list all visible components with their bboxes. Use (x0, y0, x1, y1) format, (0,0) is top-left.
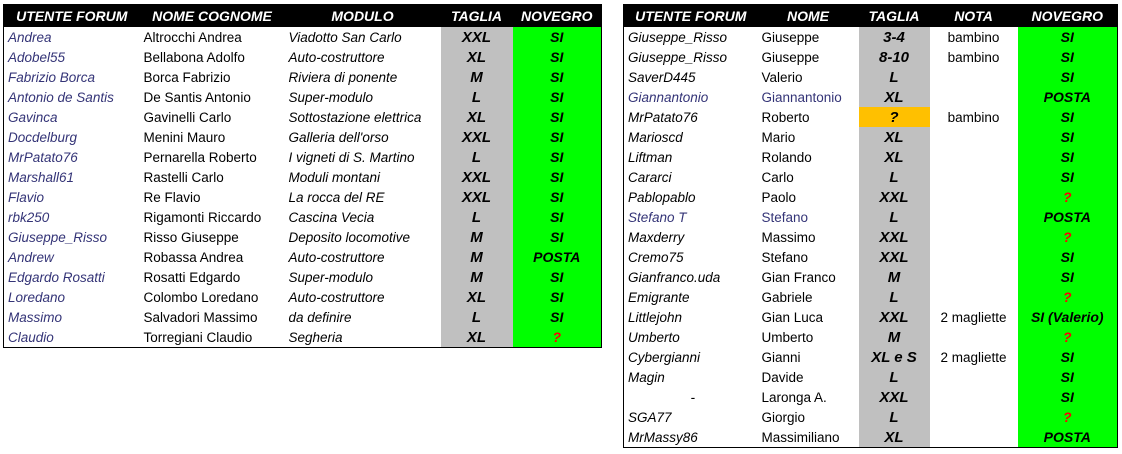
table-row (624, 107, 1118, 127)
name-cell: Giuseppe (761, 29, 820, 45)
module-cell: Auto-costruttore (288, 249, 385, 265)
novegro-cell: SI (Valerio) (1018, 307, 1118, 327)
module-cell: Deposito locomotive (288, 229, 411, 245)
novegro-cell: SI (513, 47, 602, 67)
table-row (624, 347, 1118, 367)
name-cell: Valerio (761, 69, 803, 85)
table-row (4, 27, 602, 47)
name-cell: Mario (761, 129, 796, 145)
size-cell: XXL (859, 387, 930, 407)
novegro-cell: SI (513, 67, 602, 87)
forum-user-cell: Loredano (8, 289, 66, 305)
novegro-cell: SI (513, 27, 602, 47)
forum-user-cell: Stefano T (628, 209, 687, 225)
note-cell: 2 magliette (940, 309, 1007, 325)
size-cell: XXL (441, 27, 513, 47)
full-name-cell: Borca Fabrizio (143, 69, 231, 85)
header-novegro: NOVEGRO (513, 5, 602, 28)
header-utente-forum: UTENTE FORUM (624, 5, 758, 28)
name-cell: Davide (761, 369, 804, 385)
forum-user-cell: Giuseppe_Risso (628, 49, 728, 65)
size-cell: XL (859, 147, 930, 167)
full-name-cell: Rigamonti Riccardo (143, 209, 262, 225)
left-header-row (4, 5, 602, 28)
forum-user-cell: Liftman (628, 149, 673, 165)
note-cell (930, 267, 1018, 287)
right-header-row (624, 5, 1118, 28)
forum-user-cell: Andrew (8, 249, 54, 265)
size-cell: XL (859, 87, 930, 107)
name-cell: Giorgio (761, 409, 806, 425)
name-cell: Umberto (761, 329, 814, 345)
forum-user-cell: Andrea (8, 29, 52, 45)
forum-user-cell: Cremo75 (628, 249, 684, 265)
table-row (624, 287, 1118, 307)
table-row (624, 367, 1118, 387)
module-cell: Auto-costruttore (288, 289, 385, 305)
table-row (4, 287, 602, 307)
table-row (624, 127, 1118, 147)
novegro-cell: SI (1018, 387, 1118, 407)
forum-user-cell: Gianfranco.uda (628, 269, 721, 285)
forum-user-cell: Giuseppe_Risso (628, 29, 728, 45)
table-row (4, 47, 602, 67)
forum-user-cell: Flavio (8, 189, 45, 205)
size-cell: M (441, 67, 513, 87)
forum-user-cell: Littlejohn (628, 309, 683, 325)
forum-user-cell: Edgardo Rosatti (8, 269, 105, 285)
note-cell (930, 227, 1018, 247)
novegro-cell: SI (1018, 267, 1118, 287)
note-cell (930, 407, 1018, 427)
size-cell: XXL (441, 167, 513, 187)
note-cell (930, 67, 1018, 87)
full-name-cell: Torregiani Claudio (143, 329, 253, 345)
table-row (4, 107, 602, 127)
note-cell: bambino (947, 49, 1000, 65)
novegro-cell: SI (513, 207, 602, 227)
forum-user-cell: MrPatato76 (8, 149, 78, 165)
name-cell: Stefano (761, 249, 809, 265)
full-name-cell: De Santis Antonio (143, 89, 251, 105)
table-row (624, 327, 1118, 347)
note-cell (930, 387, 1018, 407)
forum-user-cell: Antonio de Santis (8, 89, 114, 105)
novegro-cell: ? (1018, 327, 1118, 347)
name-cell: Massimiliano (761, 429, 840, 445)
module-cell: Sottostazione elettrica (288, 109, 422, 125)
header-nome-cognome: NOME COGNOME (140, 5, 285, 28)
full-name-cell: Gavinelli Carlo (143, 109, 232, 125)
forum-user-cell: Massimo (8, 309, 63, 325)
name-cell: Massimo (761, 229, 816, 245)
novegro-cell: SI (513, 227, 602, 247)
module-cell: Segheria (288, 329, 343, 345)
full-name-cell: Risso Giuseppe (143, 229, 239, 245)
note-cell (930, 247, 1018, 267)
forum-user-cell: SaverD445 (628, 69, 696, 85)
forum-user-cell: Umberto (628, 329, 680, 345)
size-cell: XXL (859, 227, 930, 247)
table-row (4, 67, 602, 87)
size-cell: XXL (859, 307, 930, 327)
forum-user-cell: Adobel55 (8, 49, 66, 65)
name-cell: Giuseppe (761, 49, 820, 65)
table-row (4, 127, 602, 147)
left-registration-table (3, 4, 602, 348)
novegro-cell: ? (513, 327, 602, 348)
table-row (624, 407, 1118, 427)
forum-user-cell: Marioscd (628, 129, 683, 145)
full-name-cell: Robassa Andrea (143, 249, 244, 265)
module-cell: I vigneti di S. Martino (288, 149, 415, 165)
novegro-cell: SI (513, 187, 602, 207)
novegro-cell: SI (513, 127, 602, 147)
note-cell (930, 367, 1018, 387)
table-row (4, 187, 602, 207)
table-row (624, 387, 1118, 407)
forum-user-cell: Maxderry (628, 229, 685, 245)
size-cell: L (859, 67, 930, 87)
note-cell (930, 147, 1018, 167)
table-row (624, 167, 1118, 187)
note-cell: bambino (947, 29, 1000, 45)
size-cell: M (859, 327, 930, 347)
note-cell (930, 327, 1018, 347)
table-row (624, 267, 1118, 287)
size-cell: XXL (859, 247, 930, 267)
note-cell (930, 127, 1018, 147)
size-cell: XXL (441, 127, 513, 147)
size-cell: L (859, 367, 930, 387)
header-modulo: MODULO (285, 5, 441, 28)
full-name-cell: Menini Mauro (143, 129, 226, 145)
size-cell: ? (859, 107, 930, 127)
forum-user-cell: Cybergianni (628, 349, 701, 365)
name-cell: Gian Franco (761, 269, 836, 285)
table-row (624, 247, 1118, 267)
header-nota: NOTA (930, 5, 1018, 28)
novegro-cell: SI (513, 147, 602, 167)
table-row (624, 47, 1118, 67)
novegro-cell: SI (1018, 67, 1118, 87)
name-cell: Gian Luca (761, 309, 824, 325)
table-row (4, 87, 602, 107)
size-cell: M (441, 267, 513, 287)
module-cell: da definire (288, 309, 352, 325)
table-row (624, 187, 1118, 207)
novegro-cell: POSTA (1018, 87, 1118, 107)
novegro-cell: SI (1018, 107, 1118, 127)
table-row (4, 267, 602, 287)
size-cell: L (441, 147, 513, 167)
note-cell (930, 207, 1018, 227)
note-cell (930, 167, 1018, 187)
size-cell: XL (441, 327, 513, 348)
novegro-cell: SI (513, 107, 602, 127)
size-cell: L (441, 207, 513, 227)
name-cell: Carlo (761, 169, 794, 185)
table-row (624, 207, 1118, 227)
size-cell: XL (859, 127, 930, 147)
forum-user-cell: Docdelburg (8, 129, 78, 145)
novegro-cell: SI (513, 287, 602, 307)
table-row (624, 147, 1118, 167)
table-row (624, 427, 1118, 448)
table-row (4, 327, 602, 348)
novegro-cell: POSTA (1018, 427, 1118, 448)
full-name-cell: Altrocchi Andrea (143, 29, 242, 45)
forum-user-cell: Claudio (8, 329, 54, 345)
name-cell: Paolo (761, 189, 797, 205)
module-cell: La rocca del RE (288, 189, 385, 205)
header-utente-forum: UTENTE FORUM (4, 5, 140, 28)
novegro-cell: ? (1018, 407, 1118, 427)
size-cell: L (859, 207, 930, 227)
forum-user-cell: - (690, 389, 695, 405)
size-cell: 8-10 (859, 47, 930, 67)
note-cell: 2 magliette (940, 349, 1007, 365)
size-cell: XXL (859, 187, 930, 207)
note-cell (930, 287, 1018, 307)
size-cell: L (859, 167, 930, 187)
module-cell: Galleria dell'orso (288, 129, 389, 145)
size-cell: XXL (441, 187, 513, 207)
forum-user-cell: Marshall61 (8, 169, 75, 185)
name-cell: Giannantonio (761, 89, 842, 105)
size-cell: L (441, 87, 513, 107)
table-row (4, 227, 602, 247)
header-taglia: TAGLIA (441, 5, 513, 28)
novegro-cell: SI (513, 167, 602, 187)
size-cell: XL (441, 47, 513, 67)
size-cell: L (441, 307, 513, 327)
forum-user-cell: rbk250 (8, 209, 50, 225)
novegro-cell: SI (1018, 167, 1118, 187)
forum-user-cell: Fabrizio Borca (8, 69, 96, 85)
size-cell: XL (859, 427, 930, 448)
name-cell: Rolando (761, 149, 812, 165)
size-cell: XL (441, 107, 513, 127)
novegro-cell: SI (1018, 47, 1118, 67)
note-cell (930, 187, 1018, 207)
novegro-cell: SI (1018, 247, 1118, 267)
full-name-cell: Rosatti Edgardo (143, 269, 241, 285)
table-row (4, 207, 602, 227)
novegro-cell: SI (513, 307, 602, 327)
note-cell (930, 87, 1018, 107)
table-row (624, 307, 1118, 327)
novegro-cell: ? (1018, 287, 1118, 307)
header-novegro: NOVEGRO (1018, 5, 1118, 28)
table-row (624, 67, 1118, 87)
module-cell: Super-modulo (288, 89, 374, 105)
note-cell (930, 427, 1018, 448)
forum-user-cell: MrMassy86 (628, 429, 698, 445)
size-cell: M (859, 267, 930, 287)
full-name-cell: Rastelli Carlo (143, 169, 224, 185)
name-cell: Gabriele (761, 289, 813, 305)
novegro-cell: SI (1018, 127, 1118, 147)
table-row (4, 307, 602, 327)
size-cell: 3-4 (859, 27, 930, 47)
novegro-cell: SI (1018, 147, 1118, 167)
right-registration-table (623, 4, 1118, 448)
novegro-cell: SI (513, 87, 602, 107)
forum-user-cell: MrPatato76 (628, 109, 698, 125)
size-cell: L (859, 407, 930, 427)
forum-user-cell: SGA77 (628, 409, 672, 425)
module-cell: Super-modulo (288, 269, 374, 285)
name-cell: Laronga A. (761, 389, 827, 405)
name-cell: Gianni (761, 349, 801, 365)
name-cell: Roberto (761, 109, 810, 125)
novegro-cell: POSTA (1018, 207, 1118, 227)
novegro-cell: SI (1018, 347, 1118, 367)
name-cell: Stefano (761, 209, 809, 225)
full-name-cell: Colombo Loredano (143, 289, 259, 305)
forum-user-cell: Emigrante (628, 289, 690, 305)
forum-user-cell: Gavinca (8, 109, 58, 125)
forum-user-cell: Giannantonio (628, 89, 709, 105)
novegro-cell: ? (1018, 227, 1118, 247)
module-cell: Moduli montani (288, 169, 381, 185)
table-row (4, 247, 602, 267)
module-cell: Riviera di ponente (288, 69, 398, 85)
forum-user-cell: Cararci (628, 169, 672, 185)
novegro-cell: POSTA (513, 247, 602, 267)
novegro-cell: SI (1018, 27, 1118, 47)
size-cell: M (441, 247, 513, 267)
novegro-cell: SI (1018, 367, 1118, 387)
note-cell: bambino (947, 109, 1000, 125)
forum-user-cell: Pablopablo (628, 189, 696, 205)
size-cell: M (441, 227, 513, 247)
novegro-cell: ? (1018, 187, 1118, 207)
header-nome: NOME (758, 5, 859, 28)
full-name-cell: Pernarella Roberto (143, 149, 257, 165)
full-name-cell: Salvadori Massimo (143, 309, 258, 325)
module-cell: Auto-costruttore (288, 49, 385, 65)
module-cell: Viadotto San Carlo (288, 29, 402, 45)
size-cell: L (859, 287, 930, 307)
full-name-cell: Re Flavio (143, 189, 201, 205)
size-cell: XL e S (859, 347, 930, 367)
table-row (624, 87, 1118, 107)
novegro-cell: SI (513, 267, 602, 287)
forum-user-cell: Magin (628, 369, 665, 385)
table-row (624, 227, 1118, 247)
module-cell: Cascina Vecia (288, 209, 375, 225)
left-table-body (4, 27, 602, 348)
table-row (4, 167, 602, 187)
table-row (624, 27, 1118, 47)
size-cell: XL (441, 287, 513, 307)
table-row (4, 147, 602, 167)
forum-user-cell: Giuseppe_Risso (8, 229, 108, 245)
header-taglia: TAGLIA (859, 5, 930, 28)
full-name-cell: Bellabona Adolfo (143, 49, 245, 65)
right-table-body (624, 27, 1118, 448)
